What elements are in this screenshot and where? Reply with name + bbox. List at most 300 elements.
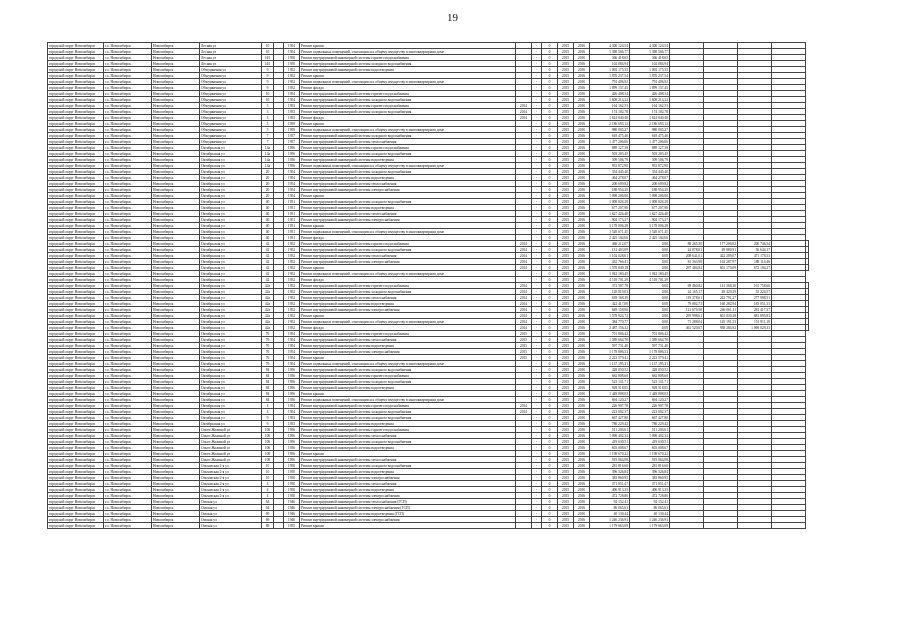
table-cell: г.о. Новосибирск [104, 517, 152, 523]
table-cell: Объединения ул [200, 67, 262, 73]
table-cell: городской округ Новосибирск [48, 481, 104, 487]
table-cell: 2016 [574, 157, 590, 163]
table-cell: 1 092 175,35 [630, 67, 670, 73]
table-cell: городской округ Новосибирск [48, 451, 104, 457]
table-cell: 1 198 670,22 [590, 451, 630, 457]
table-cell: 2016 [574, 67, 590, 73]
table-cell: 2015 [558, 259, 574, 265]
table-cell: 889 127,38 [590, 145, 630, 151]
table-cell: Новосибирск [152, 157, 200, 163]
table-cell: г.о. Новосибирск [104, 229, 152, 235]
table-cell: 472 728,80 [590, 493, 630, 499]
table-cell: 164 162,53 [630, 103, 670, 109]
table-cell: 0 [542, 139, 558, 145]
table-cell: 64 [262, 499, 274, 505]
table-cell: г.о. Новосибирск [104, 169, 152, 175]
table-cell: 0 [542, 223, 558, 229]
table-cell: 0 [542, 247, 558, 253]
table-cell: городской округ Новосибирск [48, 115, 104, 121]
table-cell: 2 425 104,06 [630, 235, 670, 241]
table-cell: Новосибирск [152, 367, 200, 373]
table-cell: 2016 [574, 367, 590, 373]
table-cell: г.о. Новосибирск [104, 217, 152, 223]
table-cell: 471 178,53 [738, 253, 772, 259]
table-cell: 0 [542, 121, 558, 127]
table-cell: г.о. Новосибирск [104, 463, 152, 469]
table-cell: Ремонт крыши [300, 391, 516, 397]
table-cell: 119 378,61 [670, 295, 704, 301]
table-cell: 2016 [574, 139, 590, 145]
table-cell: - [532, 79, 542, 85]
table-cell: 24 165,17 [670, 289, 704, 295]
table-cell: Ремонт фасада [300, 235, 516, 241]
table-cell: 503 203,45 [590, 151, 630, 157]
table-cell: Ремонт внутридомовой инженерной системы горячего водоснабжения [300, 427, 516, 433]
table-cell: 2015 [558, 157, 574, 163]
table-cell: 649 158,06 [590, 307, 630, 313]
table-cell: Ремонт подвальных помещений, относящихся к общему имуществу в многоквартирном доме [300, 163, 516, 169]
table-cell: - [532, 253, 542, 259]
table-cell: 2016 [574, 451, 590, 457]
table-cell: 2015 [558, 55, 574, 61]
table-cell: 1 098 206,00 [630, 193, 670, 199]
table-cell: 1 178 806,53 [590, 349, 630, 355]
table-cell: г.о. Новосибирск [104, 265, 152, 271]
table-cell: Объединения ул [200, 97, 262, 103]
table-cell: Новосибирск [152, 457, 200, 463]
table-cell: г.о. Новосибирск [104, 445, 152, 451]
table-cell: Октябрьская ул [200, 415, 262, 421]
table-cell: 0,00 [630, 301, 670, 307]
table-cell: 55 224,57 [738, 289, 772, 295]
table-cell: 2016 [574, 109, 590, 115]
table-cell: - [532, 223, 542, 229]
table-cell: 1 870 237,54 [590, 73, 630, 79]
table-cell: 1 137 195,21 [630, 361, 670, 367]
table-cell: городской округ Новосибирск [48, 145, 104, 151]
table-cell: 2016 [574, 235, 590, 241]
table-cell: 1953 [284, 415, 300, 421]
table-cell: 0 [542, 289, 558, 295]
table-cell: 0 [542, 385, 558, 391]
table-cell: Ольховская 2-я ул [200, 493, 262, 499]
table-cell: Новосибирск [152, 223, 200, 229]
table-cell: 1952 [284, 283, 300, 289]
table-cell: 0 [542, 163, 558, 169]
table-cell: 2016 [574, 325, 590, 331]
table-cell: 929 518,05 [590, 385, 630, 391]
table-cell: 2015 [558, 181, 574, 187]
table-cell: 3 178 006,28 [590, 223, 630, 229]
table-cell: 2015 [558, 445, 574, 451]
table-cell: 188 114,46 [738, 259, 772, 265]
table-cell: - [532, 373, 542, 379]
table-cell: 2015 [558, 127, 574, 133]
table-cell: городской округ Новосибирск [48, 439, 104, 445]
table-cell: - [532, 217, 542, 223]
table-cell: 92 152,41 [630, 499, 670, 505]
table-cell: городской округ Новосибирск [48, 283, 104, 289]
table-cell: 0 [542, 115, 558, 121]
table-cell: 1950 [284, 475, 300, 481]
table-cell: 1 899 137,45 [630, 85, 670, 91]
table-cell: - [532, 109, 542, 115]
table-cell: 2016 [574, 379, 590, 385]
table-cell: 2016 [574, 175, 590, 181]
table-cell: Октябрьская ул [200, 361, 262, 367]
table-cell: 2016 [574, 505, 590, 511]
table-cell: 2015 [558, 103, 574, 109]
table-cell: 2016 [574, 403, 590, 409]
table-cell: 0,00 [630, 259, 670, 265]
table-cell: городской округ Новосибирск [48, 187, 104, 193]
table-cell: 1952 [284, 85, 300, 91]
table-cell: Ремонт внутридомовой инженерной системы горячего водоснабжения [300, 373, 516, 379]
table-cell: городской округ Новосибирск [48, 373, 104, 379]
table-cell: городской округ Новосибирск [48, 517, 104, 523]
table-cell: Новосибирск [152, 487, 200, 493]
table-cell: - [532, 145, 542, 151]
table-cell: 2016 [574, 409, 590, 415]
table-cell: г.о. Новосибирск [104, 133, 152, 139]
table-cell: Ремонт крыши [300, 43, 516, 49]
table-cell: 49 880,91 [704, 247, 738, 253]
table-cell: 2015 [516, 349, 532, 355]
table-cell: 1 008 826,28 [590, 199, 630, 205]
table-cell: 2016 [574, 283, 590, 289]
table-cell: Ольги Жилиной ул [200, 445, 262, 451]
table-cell: Лесная ул [200, 55, 262, 61]
table-cell: 2015 [558, 487, 574, 493]
table-cell: Ремонт внутридомовой инженерной системы холодного водоснабжения [300, 199, 516, 205]
table-cell: 1953 [284, 103, 300, 109]
table-cell: 4 [262, 487, 274, 493]
table-cell: г.о. Новосибирск [104, 73, 152, 79]
table-cell: городской округ Новосибирск [48, 469, 104, 475]
table-cell: 2016 [574, 517, 590, 523]
table-cell: 40 [262, 199, 274, 205]
table-cell: - [532, 343, 542, 349]
table-cell: Омская ул [200, 511, 262, 517]
table-cell: 1952 [284, 247, 300, 253]
table-cell: Октябрьская ул [200, 385, 262, 391]
table-cell: - [532, 421, 542, 427]
table-cell: Ремонт внутридомовой инженерной системы водоотведения [300, 487, 516, 493]
table-cell: 1 179 663,09 [630, 523, 670, 529]
table-cell: 226 907,78 [590, 403, 630, 409]
table-cell: Новосибирск [152, 253, 200, 259]
table-cell: 2016 [574, 217, 590, 223]
table-cell: 0,00 [630, 253, 670, 259]
table-cell: 354 445,40 [630, 169, 670, 175]
table-cell: 2015 [558, 229, 574, 235]
table-cell: Новосибирск [152, 73, 200, 79]
table-cell: 42 [262, 259, 274, 265]
table-cell: 0 [542, 103, 558, 109]
table-cell: 295 998,61 [670, 313, 704, 319]
table-cell: Ремонт подвальных помещений, относящихся к общему имуществу в многоквартирном доме [300, 361, 516, 367]
table-cell: 511 204,61 [590, 427, 630, 433]
table-cell: Ремонт внутридомовой инженерной системы горячего водоснабжения [300, 331, 516, 337]
table-cell [670, 523, 704, 529]
table-cell: - [532, 409, 542, 415]
table-cell: Ремонт внутридомовой инженерной системы электроснабжения (ГСП) [300, 505, 516, 511]
table-cell: 2014 [516, 409, 532, 415]
table-cell: Ремонт внутридомовой инженерной системы электроснабжения [300, 307, 516, 313]
table-cell: - [532, 517, 542, 523]
table-cell: городской округ Новосибирск [48, 343, 104, 349]
table-cell: 10 [262, 469, 274, 475]
table-cell: 106 [262, 445, 274, 451]
table-cell [738, 523, 772, 529]
table-cell: 1952 [284, 295, 300, 301]
table-cell: 2015 [558, 205, 574, 211]
table-cell: 10 [262, 49, 274, 55]
table-cell: 422 209,07 [704, 253, 738, 259]
table-cell: 0 [542, 133, 558, 139]
table-cell: 281 816,60 [630, 463, 670, 469]
table-cell: 0 [542, 229, 558, 235]
table-cell: городской округ Новосибирск [48, 157, 104, 163]
table-cell: 86 065,63 [590, 505, 630, 511]
table-cell: 2015 [558, 169, 574, 175]
table-cell: 1952 [284, 79, 300, 85]
table-cell: 786 229,42 [630, 421, 670, 427]
table-cell: 1954 [284, 91, 300, 97]
table-cell: Новосибирск [152, 511, 200, 517]
table-cell: городской округ Новосибирск [48, 337, 104, 343]
table-cell: 428 050,52 [630, 367, 670, 373]
table-cell: 0 [542, 475, 558, 481]
table-cell: Новосибирск [152, 97, 200, 103]
table-cell: - [532, 355, 542, 361]
table-cell: 188 954,29 [590, 187, 630, 193]
table-cell: городской округ Новосибирск [48, 427, 104, 433]
table-cell [704, 523, 738, 529]
table-cell: 4 118 701,29 [630, 277, 670, 283]
table-cell: 2015 [558, 241, 574, 247]
table-cell: - [532, 325, 542, 331]
table-cell: городской округ Новосибирск [48, 181, 104, 187]
table-cell: 0 [542, 355, 558, 361]
table-cell: 183 051,33 [738, 301, 772, 307]
table-cell: 2015 [558, 151, 574, 157]
table-cell: 682 808,60 [630, 373, 670, 379]
table-cell: 0 [542, 205, 558, 211]
table-cell: Новосибирск [152, 187, 200, 193]
table-cell: городской округ Новосибирск [48, 487, 104, 493]
table-cell: 2015 [558, 469, 574, 475]
table-cell: Октябрьская ул [200, 157, 262, 163]
table-cell: Октябрьская ул [200, 307, 262, 313]
table-cell: 2015 [558, 283, 574, 289]
table-body [48, 43, 809, 529]
table-cell: 40 [262, 223, 274, 229]
table-cell: Октябрьская ул [200, 283, 262, 289]
table-cell: 701 806,42 [590, 331, 630, 337]
table-cell: 4 300 124,54 [590, 43, 630, 49]
table-cell: Ремонт внутридомовой инженерной системы водоотведения [300, 385, 516, 391]
table-cell: Новосибирск [152, 427, 200, 433]
table-cell: 1954 [284, 355, 300, 361]
table-cell: 40 130,44 [590, 511, 630, 517]
table-cell: - [532, 301, 542, 307]
table-cell: 42а [262, 283, 274, 289]
table-cell: 40 [262, 235, 274, 241]
table-cell: Новосибирск [152, 235, 200, 241]
table-cell: 2016 [574, 253, 590, 259]
table-cell: 1956 [284, 163, 300, 169]
table-cell: 2015 [558, 367, 574, 373]
table-cell: 163 287,97 [704, 259, 738, 265]
table-cell: 0 [542, 307, 558, 313]
table-cell: 88 265,50 [670, 241, 704, 247]
table-cell: Ремонт внутридомовой инженерной системы горячего водоснабжения [300, 283, 516, 289]
table-cell: 2014 [516, 103, 532, 109]
table-cell: Ремонт внутридомовой инженерной системы холодного водоснабжения [300, 109, 516, 115]
table-cell: 0 [542, 349, 558, 355]
table-cell: Новосибирск [152, 301, 200, 307]
table-cell: Новосибирск [152, 67, 200, 73]
table-cell: 2015 [558, 349, 574, 355]
table-cell: 2015 [558, 397, 574, 403]
table-cell: г.о. Новосибирск [104, 163, 152, 169]
table-cell: Ремонт крыши [300, 121, 516, 127]
table-cell: 108 [262, 457, 274, 463]
table-cell: - [532, 295, 542, 301]
table-cell: городской округ Новосибирск [48, 199, 104, 205]
table-cell: Октябрьская ул [200, 247, 262, 253]
table-cell: 102 084,94 [590, 61, 630, 67]
table-cell: - [532, 319, 542, 325]
table-cell: Новосибирск [152, 385, 200, 391]
table-cell: Ольги Жилиной ул [200, 427, 262, 433]
table-cell: 2014 [516, 325, 532, 331]
table-cell: 3 [262, 103, 274, 109]
table-cell: 76 [262, 337, 274, 343]
table-cell: 0 [542, 487, 558, 493]
table-cell: Новосибирск [152, 259, 200, 265]
table-cell: Ремонт внутридомовой инженерной системы горячего водоснабжения [300, 91, 516, 97]
table-cell: 0,00 [630, 289, 670, 295]
table-cell: 2015 [558, 163, 574, 169]
table-cell: 1950 [284, 493, 300, 499]
table-cell: 1 008 826,28 [630, 199, 670, 205]
table-cell: г.о. Новосибирск [104, 421, 152, 427]
table-cell: - [532, 487, 542, 493]
table-cell: 0 [542, 277, 558, 283]
table-cell: 0 [542, 61, 558, 67]
table-cell: 5 [262, 127, 274, 133]
table-cell: 2015 [558, 463, 574, 469]
table-cell: Новосибирск [152, 403, 200, 409]
table-cell: 1951 [284, 223, 300, 229]
table-cell: - [532, 169, 542, 175]
table-cell: городской округ Новосибирск [48, 217, 104, 223]
table-cell: г.о. Новосибирск [104, 457, 152, 463]
table-cell: Объединения ул [200, 73, 262, 79]
table-cell: городской округ Новосибирск [48, 241, 104, 247]
table-cell: 1957 [284, 133, 300, 139]
table-cell: 1952 [284, 73, 300, 79]
table-cell: 2016 [574, 289, 590, 295]
table-cell: 0 [542, 67, 558, 73]
table-cell: - [532, 523, 542, 529]
table-cell: 128 819,03 [590, 289, 630, 295]
table-cell: 1 042 160,45 [590, 271, 630, 277]
table-cell: 0 [542, 295, 558, 301]
table-cell: 419 630,51 [630, 439, 670, 445]
table-cell: Ремонт внутридомовой инженерной системы горячего водоснабжения [300, 403, 516, 409]
table-cell: 42а [262, 325, 274, 331]
table-cell: 2015 [558, 211, 574, 217]
table-cell: Ремонт крыши [300, 265, 516, 271]
table-cell: 2016 [574, 169, 590, 175]
table-cell [274, 523, 284, 529]
table-cell: 667 427,80 [630, 415, 670, 421]
table-cell: - [532, 337, 542, 343]
table-cell: 0 [542, 169, 558, 175]
table-cell: Новосибирск [152, 325, 200, 331]
table-cell: 0 [542, 259, 558, 265]
table-cell: 461 520,67 [670, 325, 704, 331]
table-cell: городской округ Новосибирск [48, 121, 104, 127]
table-cell: г.о. Новосибирск [104, 331, 152, 337]
table-cell: Новосибирск [152, 283, 200, 289]
table-cell: 406 913,33 [590, 487, 630, 493]
table-cell: 1 477 206,06 [630, 139, 670, 145]
table-cell: Октябрьская ул [200, 373, 262, 379]
table-cell: 2014 [516, 283, 532, 289]
table-cell: г.о. Новосибирск [104, 361, 152, 367]
table-cell: 84 [262, 397, 274, 403]
table-cell: Ремонт внутридомовой инженерной системы электроснабжения [300, 217, 516, 223]
table-cell: г.о. Новосибирск [104, 397, 152, 403]
table-cell: 1 092 175,35 [590, 67, 630, 73]
table-cell: 246 061,11 [704, 307, 738, 313]
table-cell: г.о. Новосибирск [104, 493, 152, 499]
table-cell: 2015 [558, 403, 574, 409]
table-cell: 2016 [574, 199, 590, 205]
table-cell: 2015 [558, 175, 574, 181]
table-cell: Объединения ул [200, 133, 262, 139]
table-cell: г.о. Новосибирск [104, 379, 152, 385]
table-cell: Новосибирск [152, 409, 200, 415]
table-cell: 0 [542, 451, 558, 457]
table-cell: 1954 [284, 361, 300, 367]
table-cell: г.о. Новосибирск [104, 475, 152, 481]
table-cell: 904 173,27 [630, 217, 670, 223]
table-cell: 2015 [558, 247, 574, 253]
table-cell: Объединения ул [200, 91, 262, 97]
table-cell: г.о. Новосибирск [104, 487, 152, 493]
table-cell: Ремонт крыши [300, 223, 516, 229]
table-cell: 2016 [574, 133, 590, 139]
table-cell: Октябрьская ул [200, 277, 262, 283]
table-cell: 953 872,90 [590, 163, 630, 169]
table-cell: Ремонт внутридомовой инженерной системы электроснабжения [300, 349, 516, 355]
table-cell: Ремонт внутридомовой инженерной системы электроснабжения [300, 475, 516, 481]
table-cell: Октябрьская ул [200, 355, 262, 361]
table-cell: Новосибирск [152, 103, 200, 109]
table-cell: Новосибирск [152, 319, 200, 325]
table-cell: городской округ Новосибирск [48, 223, 104, 229]
table-cell: 603 008,67 [630, 445, 670, 451]
table-cell: Новосибирск [152, 475, 200, 481]
table-cell: 1956 [284, 145, 300, 151]
table-cell: Октябрьская ул [200, 193, 262, 199]
table-cell: Октябрьская ул [200, 397, 262, 403]
